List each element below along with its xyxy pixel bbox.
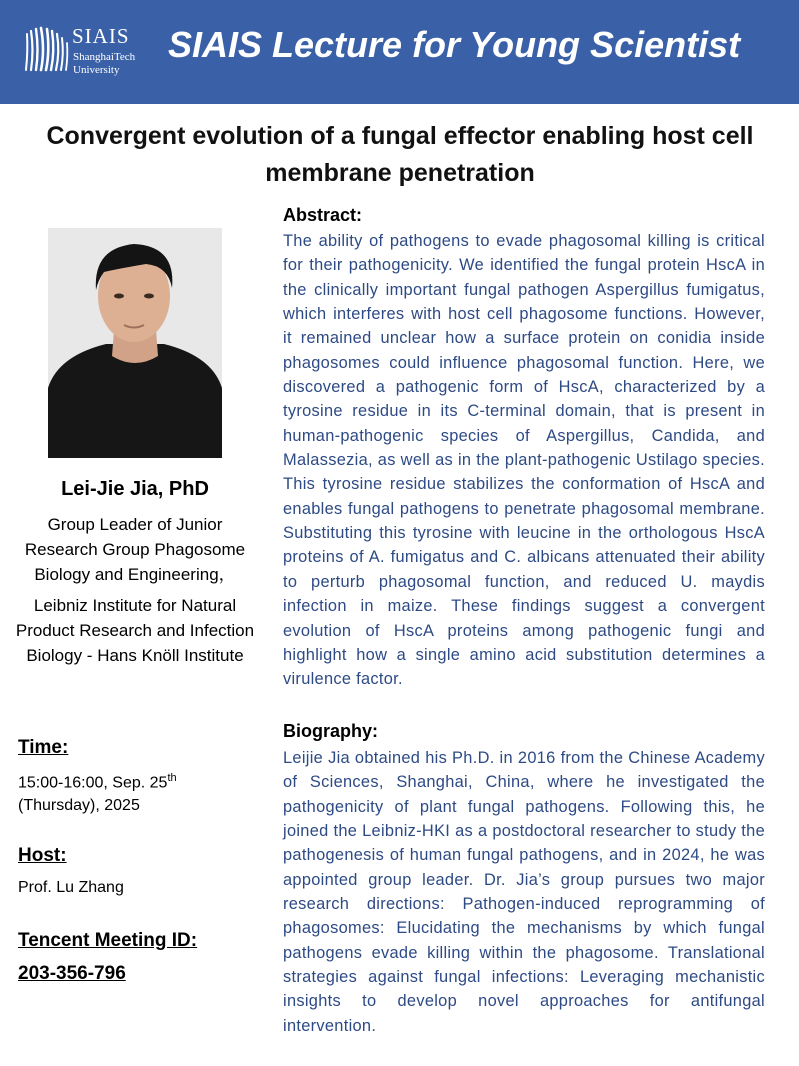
time-line-2: (Thursday), 2025 [18, 797, 140, 815]
speaker-institute: Leibniz Institute for Natural Product Research and Infection Biology - Hans Knöll Institute [15, 596, 255, 665]
logo-subtitle-2: University [73, 64, 120, 76]
lecture-series-title: SIAIS Lecture for Young Scientist [168, 24, 741, 65]
speaker-portrait-icon [48, 228, 222, 458]
time-ordinal-suffix: th [167, 772, 177, 784]
logo-subtitle-1: ShanghaiTech [73, 51, 136, 63]
time-line-1: 15:00-16:00, Sep. 25 [18, 774, 168, 792]
abstract-text: The ability of pathogens to evade phagosomal killing is critical for their pathogenicity. We identified the fungal protein HscA in the clinically important fungal pathogen Aspergillus fumigatus, which interferes with host cell phagosome functions. However, it remained unclear how a surface protein on conidia inside phagosomes could influence phagosomal function. Here, we discovered a pathogenic form of HscA, characterized by a tyrosine residue in its C-terminal domain, that is present in human-pathogenic species of Aspergillus, Candida, and Malassezia, as well as in the plant-pathogenic Ustilago species. This tyrosine residue stabilizes the conformation of HscA and enables fungal pathogens to penetrate phagosomal membrane. Substituting this tyrosine with leucine in the orthologous HscA proteins of A. fumigatus and C. albicans attenuated their ability to perturb phagosomal function, and reduced U. maydis infection in maize. These findings suggest a convergent evolution of HscA proteins among pathogenic fungi and highlight how a single amino acid substitution determines a virulence factor. [283, 232, 765, 689]
speaker-name: Lei-Jie Jia, PhD [61, 478, 209, 500]
speaker-photo [48, 228, 222, 458]
abstract-heading: Abstract: [283, 205, 363, 225]
meeting-id-label: Tencent Meeting ID: [18, 930, 198, 951]
header-banner [0, 0, 799, 104]
biography-heading: Biography: [283, 721, 379, 741]
meeting-id-value[interactable]: 203-356-796 [18, 963, 126, 984]
siais-logo-mark-icon [22, 26, 70, 76]
talk-title: Convergent evolution of a fungal effector enabling host cell membrane penetration [46, 122, 754, 187]
siais-logo [22, 24, 162, 80]
time-label: Time: [18, 737, 69, 758]
time-value [18, 767, 177, 817]
host-label: Host: [18, 845, 67, 866]
host-value: Prof. Lu Zhang [18, 879, 124, 896]
biography-text: Leijie Jia obtained his Ph.D. in 2016 from the Chinese Academy of Sciences, Shanghai, China, where he investigated the pathogenicity of plant fungal pathogens. Following this, he joined the Leibniz-HKI as a postdoctoral researcher to study the pathogenesis of human fungal pathogens, and in 2024, he was appointed group leader. Dr. Jia’s group pursues two major research directions: Pathogen-induced reprogramming of phagosomes: Elucidating the mechanisms by which fungal pathogens evade killing within the phagosome. Translational strategies against fungal infections: Leveraging mechanistic insights to develop novel approaches for antifungal intervention. [283, 749, 765, 1035]
logo-name: SIAIS [72, 24, 130, 48]
speaker-position: Group Leader of Junior Research Group Phagosome Biology and Engineering， [24, 515, 246, 584]
